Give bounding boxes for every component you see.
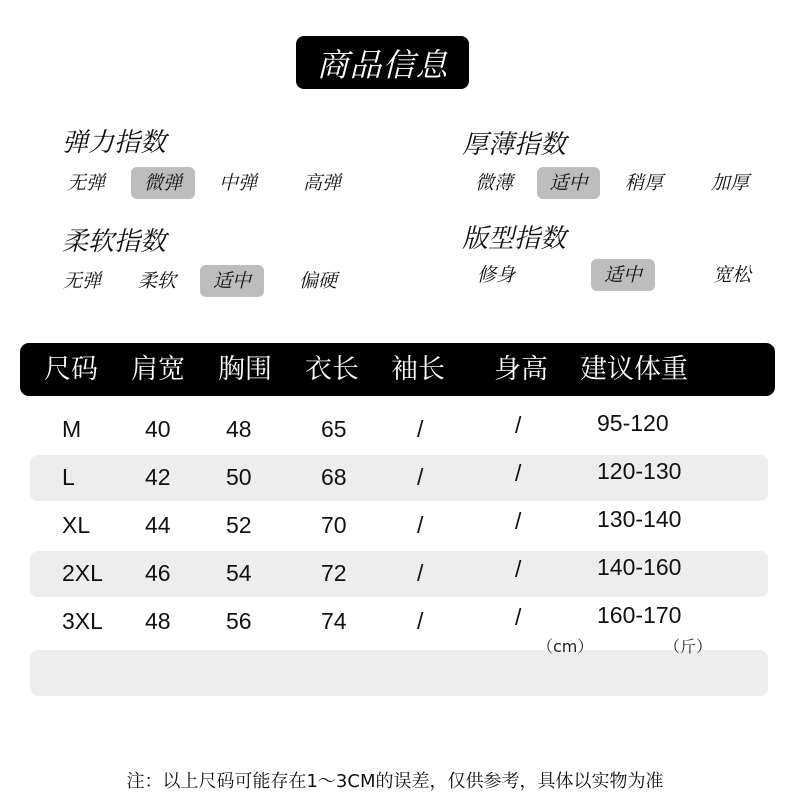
cell-height: / xyxy=(515,556,522,582)
header-sleeve: 袖长 xyxy=(391,354,445,385)
cell-sleeve: / xyxy=(417,464,424,490)
elasticity-option-none: 无弹 xyxy=(66,172,105,194)
header-weight: 建议体重 xyxy=(580,354,688,385)
thickness-index-title: 厚薄指数 xyxy=(462,130,567,160)
fit-option-slim: 修身 xyxy=(476,264,515,286)
thickness-option-thin: 微薄 xyxy=(474,172,513,194)
cell-sleeve: / xyxy=(417,608,424,634)
fit-option-loose: 宽松 xyxy=(712,264,751,286)
cell-shoulder: 46 xyxy=(145,560,171,586)
cell-shoulder: 40 xyxy=(145,416,171,442)
cell-size: XL xyxy=(62,512,91,538)
table-row-stripe xyxy=(30,650,768,696)
cell-shoulder: 48 xyxy=(145,608,171,634)
cell-weight: 140-160 xyxy=(597,554,682,580)
cell-length: 68 xyxy=(321,464,347,490)
elasticity-option-medium: 中弹 xyxy=(218,172,257,194)
cell-sleeve: / xyxy=(417,416,424,442)
height-unit-label: （cm） xyxy=(537,637,594,656)
cell-size: L xyxy=(62,464,75,490)
cell-chest: 54 xyxy=(226,560,252,586)
cell-height: / xyxy=(515,412,522,438)
cell-weight: 160-170 xyxy=(597,602,682,628)
cell-weight: 120-130 xyxy=(597,458,682,484)
cell-size: M xyxy=(62,416,82,442)
cell-length: 65 xyxy=(321,416,347,442)
cell-shoulder: 44 xyxy=(145,512,171,538)
cell-height: / xyxy=(515,508,522,534)
elasticity-index-title: 弹力指数 xyxy=(62,128,167,158)
thickness-option-medium-selected: 适中 xyxy=(537,167,600,199)
cell-length: 74 xyxy=(321,608,347,634)
cell-chest: 56 xyxy=(226,608,252,634)
footnote: 注：以上尺码可能存在1～3CM的误差，仅供参考，具体以实物为准 xyxy=(126,771,664,792)
fit-index-title: 版型指数 xyxy=(462,224,567,254)
header-height: 身高 xyxy=(494,354,548,385)
size-table-header xyxy=(20,343,775,396)
header-size: 尺码 xyxy=(44,354,98,385)
weight-unit-label: （斤） xyxy=(664,637,713,656)
softness-option-hard: 偏硬 xyxy=(298,270,337,292)
elasticity-option-slight-selected: 微弹 xyxy=(131,167,195,199)
softness-option-medium-selected: 适中 xyxy=(200,265,264,297)
page-title-text: 商品信息 xyxy=(316,45,449,84)
cell-sleeve: / xyxy=(417,560,424,586)
header-shoulder: 肩宽 xyxy=(131,354,185,385)
cell-size: 3XL xyxy=(62,608,103,634)
cell-chest: 48 xyxy=(226,416,252,442)
header-length: 衣长 xyxy=(305,354,359,385)
softness-option-none: 无弹 xyxy=(62,270,101,292)
cell-weight: 130-140 xyxy=(597,506,682,532)
thickness-option-slightly-thick: 稍厚 xyxy=(624,172,663,194)
cell-shoulder: 42 xyxy=(145,464,171,490)
softness-option-soft: 柔软 xyxy=(137,270,176,292)
elasticity-option-high: 高弹 xyxy=(302,172,341,194)
header-chest: 胸围 xyxy=(218,354,272,385)
cell-length: 72 xyxy=(321,560,347,586)
cell-size: 2XL xyxy=(62,560,103,586)
cell-height: / xyxy=(515,604,522,630)
cell-length: 70 xyxy=(321,512,347,538)
softness-index-title: 柔软指数 xyxy=(62,227,167,257)
cell-sleeve: / xyxy=(417,512,424,538)
cell-height: / xyxy=(515,460,522,486)
fit-option-regular-selected: 适中 xyxy=(591,259,655,291)
page-title xyxy=(296,36,469,89)
cell-chest: 52 xyxy=(226,512,252,538)
thickness-option-thick: 加厚 xyxy=(710,172,749,194)
cell-chest: 50 xyxy=(226,464,252,490)
cell-weight: 95-120 xyxy=(597,410,669,436)
